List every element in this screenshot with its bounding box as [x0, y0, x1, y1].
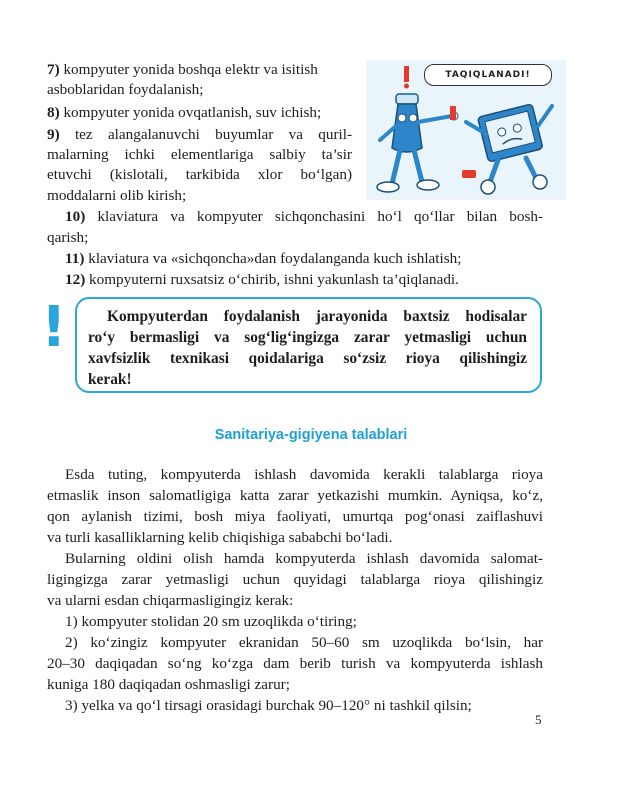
- body-line: 1) kompyuter stolidan 20 sm uzoqlikda o‘tiring;: [65, 613, 357, 630]
- list-item-cont: moddalarni olib kirish;: [47, 187, 187, 204]
- list-item: 9) tez alangalanuvchi buyumlar va quril-: [47, 126, 353, 143]
- list-item-cont: etuvchi (kislotali, tarkibida xlor bo‘lgan): [47, 166, 352, 183]
- list-item: 11) klaviatura va «sichqoncha»dan foydalanganda kuch ishlatish;: [65, 250, 462, 267]
- body-line: 2) ko‘zingiz kompyuter ekranidan 50–60 sm uzoqlikda bo‘lsin, har: [65, 634, 543, 651]
- list-item: 7) kompyuter yonida boshqa elektr va isitish: [47, 61, 318, 78]
- list-item-cont: asboblaridan foydalanish;: [47, 81, 204, 98]
- warning-line: Kompyuterdan foydalanish jarayonida baxtsiz hodisalar: [107, 308, 527, 325]
- body-line: Esda tuting, kompyuterda ishlash davomida kerakli talablarga rioya: [65, 466, 543, 483]
- prohibited-badge: TAQIQLANADI!: [424, 64, 552, 86]
- list-item: 10) klaviatura va kompyuter sichqonchasini ho‘l qo‘llar bilan bosh-: [65, 208, 544, 225]
- body-line: etmaslik inson salomatligiga katta zarar yetkazishi mumkin. Ayniqsa, ko‘z,: [47, 487, 543, 504]
- warning-line: xavfsizlik texnikasi qoidalariga so‘zsiz rioya qilishingiz: [88, 350, 527, 367]
- body-line: kuniga 180 daqiqadan oshmasligi zarur;: [47, 676, 290, 693]
- list-item-cont: malarning ichki elementlariga salbiy ta’sir: [47, 146, 352, 163]
- exclamation-icon: !: [41, 295, 67, 360]
- warning-line: ro‘y bermasligi va sog‘lig‘ingizga zarar yetmasligi uchun: [88, 329, 527, 346]
- list-item-cont: qarish;: [47, 229, 89, 246]
- section-heading: Sanitariya-gigiyena talablari: [214, 427, 408, 443]
- body-line: va ularni esdan chiqarmasligingiz kerak:: [47, 592, 294, 609]
- body-line: qon aylanish tizimi, bosh miya faoliyati, umurtqa pog‘onasi zaiflashuvi: [47, 508, 543, 525]
- body-line: Bularning oldini olish hamda kompyuterda ishlash davomida salomat-: [65, 550, 543, 567]
- page-number: 5: [535, 712, 542, 727]
- list-item: 12) kompyuterni ruxsatsiz o‘chirib, ishni yakunlash ta’qiqlanadi.: [65, 271, 459, 288]
- body-line: 20–30 daqiqadan so‘ng ko‘zga dam berib turish va kompyuterda ishlash: [47, 655, 543, 672]
- body-line: 3) yelka va qo‘l tirsagi orasidagi burchak 90–120° ni tashkil qilsin;: [65, 697, 472, 714]
- list-item: 8) kompyuter yonida ovqatlanish, suv ichish;: [47, 104, 322, 121]
- warning-line: kerak!: [88, 371, 132, 388]
- body-line: ligingizga zarar yetmasligi uchun quyidagi talablarga rioya qilishingiz: [47, 571, 543, 588]
- body-line: va turli kasalliklarning kelib chiqishiga sababchi bo‘ladi.: [47, 529, 393, 546]
